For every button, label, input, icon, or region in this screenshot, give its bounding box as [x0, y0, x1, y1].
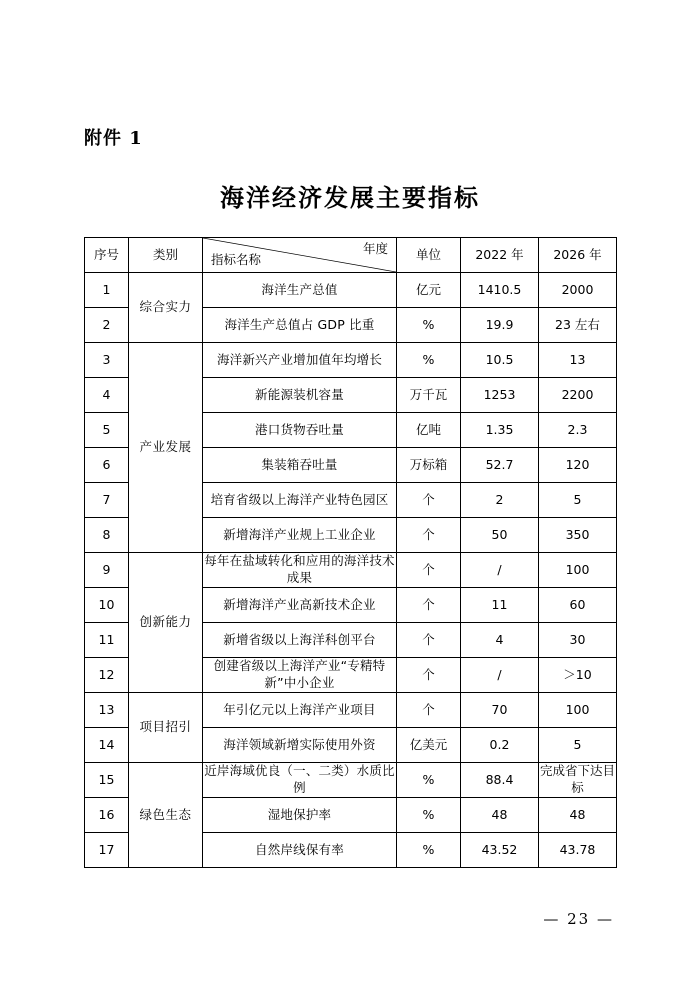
cell-unit: 个 — [397, 518, 461, 553]
cell-value-2026: 2000 — [539, 273, 617, 308]
cell-indicator-name: 湿地保护率 — [203, 798, 397, 833]
cell-value-2022: 11 — [461, 588, 539, 623]
cell-value-2026: 5 — [539, 728, 617, 763]
indicator-table — [84, 237, 617, 868]
cell-unit: 个 — [397, 553, 461, 588]
cell-indicator-name: 新增海洋产业规上工业企业 — [203, 518, 397, 553]
attachment-label: 附件 1 — [84, 128, 143, 149]
cell-indicator-name: 新增海洋产业高新技术企业 — [203, 588, 397, 623]
cell-value-2022: 2 — [461, 483, 539, 518]
cell-indicator-name: 培育省级以上海洋产业特色园区 — [203, 483, 397, 518]
cell-no: 13 — [85, 693, 129, 728]
header-category: 类别 — [129, 238, 203, 273]
cell-value-2026: 350 — [539, 518, 617, 553]
header-year-2022: 2022 年 — [461, 238, 539, 273]
cell-value-2022: 50 — [461, 518, 539, 553]
header-year-2026: 2026 年 — [539, 238, 617, 273]
cell-unit: 个 — [397, 693, 461, 728]
cell-indicator-name: 新增省级以上海洋科创平台 — [203, 623, 397, 658]
cell-no: 16 — [85, 798, 129, 833]
page-number: — 23 — — [543, 910, 614, 928]
cell-unit: 万标箱 — [397, 448, 461, 483]
cell-indicator-name: 海洋生产总值占 GDP 比重 — [203, 308, 397, 343]
header-indicator-label: 指标名称 — [211, 252, 262, 268]
cell-unit: 个 — [397, 588, 461, 623]
cell-unit: % — [397, 798, 461, 833]
cell-indicator-name: 近岸海域优良（一、二类）水质比例 — [203, 763, 397, 798]
cell-indicator-name: 港口货物吞吐量 — [203, 413, 397, 448]
cell-no: 15 — [85, 763, 129, 798]
cell-value-2026: ＞10 — [539, 658, 617, 693]
cell-value-2022: 70 — [461, 693, 539, 728]
cell-value-2026: 48 — [539, 798, 617, 833]
cell-value-2022: 10.5 — [461, 343, 539, 378]
cell-indicator-name: 新能源装机容量 — [203, 378, 397, 413]
table-header-row — [85, 238, 617, 273]
cell-indicator-name: 集装箱吞吐量 — [203, 448, 397, 483]
cell-indicator-name: 海洋领域新增实际使用外资 — [203, 728, 397, 763]
header-year-label: 年度 — [362, 241, 388, 256]
cell-unit: 个 — [397, 483, 461, 518]
cell-no: 7 — [85, 483, 129, 518]
cell-no: 9 — [85, 553, 129, 588]
cell-value-2026: 13 — [539, 343, 617, 378]
cell-category: 创新能力 — [129, 553, 203, 693]
cell-unit: 个 — [397, 623, 461, 658]
cell-value-2026: 2200 — [539, 378, 617, 413]
table-row — [85, 273, 617, 308]
cell-no: 8 — [85, 518, 129, 553]
cell-value-2022: / — [461, 553, 539, 588]
cell-category: 产业发展 — [129, 343, 203, 553]
cell-no: 4 — [85, 378, 129, 413]
cell-value-2022: 52.7 — [461, 448, 539, 483]
header-unit: 单位 — [397, 238, 461, 273]
cell-unit: % — [397, 763, 461, 798]
cell-unit: 亿吨 — [397, 413, 461, 448]
cell-indicator-name: 海洋新兴产业增加值年均增长 — [203, 343, 397, 378]
cell-value-2026: 30 — [539, 623, 617, 658]
table-row — [85, 343, 617, 378]
cell-value-2022: 48 — [461, 798, 539, 833]
cell-unit: % — [397, 343, 461, 378]
table-body — [85, 273, 617, 868]
cell-no: 3 — [85, 343, 129, 378]
cell-value-2022: 1253 — [461, 378, 539, 413]
cell-unit: % — [397, 833, 461, 868]
cell-value-2022: / — [461, 658, 539, 693]
cell-no: 14 — [85, 728, 129, 763]
cell-no: 1 — [85, 273, 129, 308]
cell-value-2026: 23 左右 — [539, 308, 617, 343]
cell-category: 绿色生态 — [129, 763, 203, 868]
header-no: 序号 — [85, 238, 129, 273]
cell-value-2022: 19.9 — [461, 308, 539, 343]
cell-value-2026: 120 — [539, 448, 617, 483]
cell-unit: 个 — [397, 658, 461, 693]
cell-indicator-name: 创建省级以上海洋产业“专精特新”中小企业 — [203, 658, 397, 693]
page-title: 海洋经济发展主要指标 — [220, 183, 480, 212]
cell-value-2022: 0.2 — [461, 728, 539, 763]
cell-indicator-name: 年引亿元以上海洋产业项目 — [203, 693, 397, 728]
cell-value-2026: 2.3 — [539, 413, 617, 448]
cell-no: 11 — [85, 623, 129, 658]
cell-unit: % — [397, 308, 461, 343]
cell-indicator-name: 每年在盐域转化和应用的海洋技术成果 — [203, 553, 397, 588]
cell-value-2026: 完成省下达目标 — [539, 763, 617, 798]
table-row — [85, 553, 617, 588]
cell-no: 5 — [85, 413, 129, 448]
table-row — [85, 763, 617, 798]
cell-value-2026: 100 — [539, 553, 617, 588]
cell-category: 项目招引 — [129, 693, 203, 763]
cell-value-2026: 100 — [539, 693, 617, 728]
cell-no: 12 — [85, 658, 129, 693]
table-row — [85, 693, 617, 728]
cell-unit: 亿美元 — [397, 728, 461, 763]
cell-value-2026: 43.78 — [539, 833, 617, 868]
cell-no: 17 — [85, 833, 129, 868]
cell-no: 6 — [85, 448, 129, 483]
cell-indicator-name: 自然岸线保有率 — [203, 833, 397, 868]
header-diagonal-cell — [203, 238, 397, 273]
cell-value-2022: 1.35 — [461, 413, 539, 448]
cell-value-2026: 60 — [539, 588, 617, 623]
cell-no: 10 — [85, 588, 129, 623]
cell-value-2026: 5 — [539, 483, 617, 518]
cell-indicator-name: 海洋生产总值 — [203, 273, 397, 308]
cell-no: 2 — [85, 308, 129, 343]
cell-value-2022: 1410.5 — [461, 273, 539, 308]
cell-value-2022: 4 — [461, 623, 539, 658]
cell-value-2022: 88.4 — [461, 763, 539, 798]
cell-value-2022: 43.52 — [461, 833, 539, 868]
cell-category: 综合实力 — [129, 273, 203, 343]
cell-unit: 万千瓦 — [397, 378, 461, 413]
cell-unit: 亿元 — [397, 273, 461, 308]
